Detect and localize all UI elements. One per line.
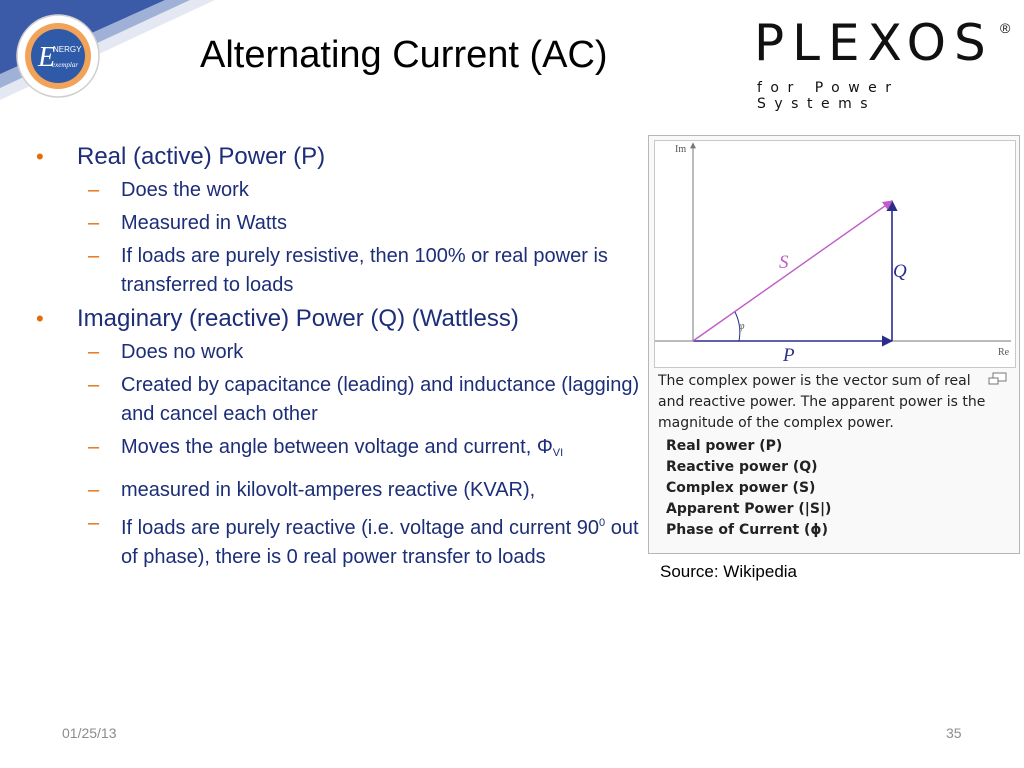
plexos-wordmark: PLEXOS [754,14,994,72]
sub-bullet-text: Measured in Watts [121,212,287,234]
bullet-real-power [36,142,646,172]
bullet-list [36,142,646,576]
figure-source: Source: Wikipedia [660,562,798,581]
dash-icon: – [88,436,100,458]
dash-icon: – [88,179,100,201]
dash-icon: – [88,512,100,534]
y-axis-label: Im [675,144,687,155]
logo-top-text: NERGY [53,45,82,54]
plexos-tagline: for Power Systems [757,80,900,112]
dash-icon: – [88,245,100,267]
sub-bullet-text: Created by capacitance (leading) and inductance (lagging) and cancel each other [121,374,640,425]
logo-initial: E [38,42,56,73]
slide-date: 01/25/13 [62,725,117,741]
logo-bottom-text: exemplar [52,61,79,69]
enlarge-icon[interactable] [988,372,1008,386]
bullet-dot-icon: • [36,144,44,169]
sub-bullet [36,242,646,300]
legend-item: Reactive power (Q) [666,459,818,475]
dash-icon: – [88,374,100,396]
sub-bullet-text: measured in kilovolt-amperes reactive (KVAR), [121,479,536,501]
legend-item: Phase of Current (ɸ) [666,522,828,538]
bullet-reactive-power [36,304,646,334]
registered-mark: ® [1000,20,1011,36]
legend-item: Complex power (S) [666,480,816,496]
sub-bullet-text: Does the work [121,179,249,201]
power-triangle-diagram [654,140,1016,368]
sub-bullet-text: out of phase), there is 0 real power transfer to loads [121,517,639,568]
dash-icon: – [88,212,100,234]
legend-item: Apparent Power (|S|) [666,501,832,517]
energy-exemplar-logo [16,14,100,98]
figure-caption: The complex power is the vector sum of real and reactive power. The apparent power is the magnitude of the complex power. [658,373,986,431]
p-label: P [783,345,795,366]
bullet-text: Imaginary (reactive) Power (Q) (Wattless) [77,305,519,332]
sub-bullet-text: If loads are purely resistive, then 100% or real power is transferred to loads [121,245,608,296]
figure-legend [666,436,831,541]
sub-bullet [36,338,646,367]
sub-bullet-text: Moves the angle between voltage and current, Φ [121,436,553,458]
bullet-text: Real (active) Power (P) [77,143,326,170]
sub-bullet [36,371,646,429]
legend-item: Real power (P) [666,438,783,454]
dash-icon: – [88,479,100,501]
sub-bullet [36,433,646,468]
slide-title: Alternating Current (AC) [200,34,608,76]
sub-bullet [36,509,646,572]
dash-icon: – [88,341,100,363]
sub-bullet [36,209,646,238]
sub-bullet-text: Does no work [121,341,244,363]
degree-superscript: 0 [599,517,606,529]
sub-bullet-text: If loads are purely reactive (i.e. voltage and current 90 [121,517,600,539]
phase-subscript: VI [552,447,564,459]
sub-bullet [36,476,646,505]
x-axis-label: Re [998,347,1010,358]
slide-page-number: 35 [946,725,962,741]
q-label: Q [893,261,907,282]
s-vector [693,201,892,341]
bullet-dot-icon: • [36,306,44,331]
s-label: S [779,252,789,273]
sub-bullet [36,176,646,205]
phi-label: φ [739,321,745,332]
